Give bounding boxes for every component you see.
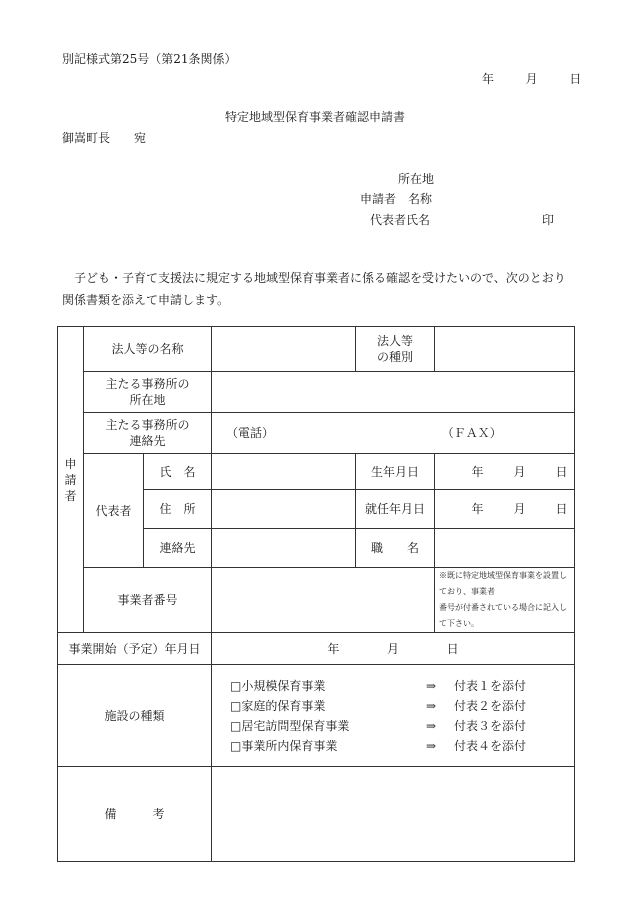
corp-name-label: 法人等の名称 [84, 327, 212, 372]
birth-date-field[interactable]: 年 月 日 [435, 454, 575, 490]
appointed-date-label: 就任年月日 [356, 490, 435, 529]
date-month: 月 [525, 72, 538, 86]
applicant-section-label: 申 請 者 [58, 327, 84, 633]
arrow-icon: ⇒ [426, 678, 437, 693]
position-field[interactable] [435, 529, 575, 568]
list-item[interactable]: □居宅訪問型保育事業 ⇒ 付表３を添付 [230, 718, 527, 733]
fax-label: （ＦＡＸ） [441, 426, 502, 440]
corp-type-field[interactable] [435, 327, 575, 372]
table-row [58, 454, 575, 490]
remarks-label: 備 考 [58, 767, 212, 862]
table-row [58, 767, 575, 862]
phone-label: （電話） [226, 426, 275, 440]
rep-contact-label: 連絡先 [144, 529, 212, 568]
date-year: 年 [482, 72, 495, 86]
representative-label: 代表者 [84, 454, 144, 568]
arrow-icon: ⇒ [426, 698, 437, 713]
rep-address-field[interactable] [212, 490, 356, 529]
remarks-field[interactable] [212, 767, 575, 862]
application-form-table [57, 326, 575, 862]
start-date-label: 事業開始（予定）年月日 [58, 633, 212, 665]
facility-type-options [212, 665, 575, 767]
operator-number-field[interactable] [212, 568, 435, 633]
submission-date [482, 70, 581, 87]
list-item[interactable]: □家庭的保育事業 ⇒ 付表２を添付 [230, 698, 527, 713]
arrow-icon: ⇒ [426, 738, 437, 753]
list-item[interactable]: □小規模保育事業 ⇒ 付表１を添付 [230, 678, 527, 693]
position-label: 職 名 [356, 529, 435, 568]
page-title: 特定地域型保育事業者確認申請書 [224, 110, 405, 124]
office-location-field[interactable] [212, 372, 575, 413]
recipient-name: 御嵩町長 [62, 131, 111, 145]
office-contact-label: 主たる事務所の 連絡先 [84, 413, 212, 454]
operator-number-label: 事業者番号 [84, 568, 212, 633]
date-day: 日 [569, 72, 582, 86]
applicant-address-label: 所在地 [398, 172, 435, 186]
office-location-label: 主たる事務所の 所在地 [84, 372, 212, 413]
table-row [58, 372, 575, 413]
birth-date-label: 生年月日 [356, 454, 435, 490]
table-row [58, 327, 575, 372]
rep-address-label: 住 所 [144, 490, 212, 529]
application-statement: 子ども・子育て支援法に規定する地域型保育事業者に係る確認を受けたいので、次のとおり関係書類を添えて申請します。 [62, 271, 566, 307]
list-item[interactable]: □事業所内保育事業 ⇒ 付表４を添付 [230, 738, 527, 753]
recipient [62, 129, 146, 146]
rep-contact-field[interactable] [212, 529, 356, 568]
representative-name-label: 代表者氏名 [370, 213, 431, 227]
table-row [58, 413, 575, 454]
appointed-date-field[interactable]: 年 月 日 [435, 490, 575, 529]
table-row [58, 633, 575, 665]
operator-number-note: ※既に特定地域型保育事業を設置しており、事業者 番号が付番されている場合に記入して下さい。 [435, 568, 575, 633]
office-contact-field[interactable] [212, 413, 575, 454]
form-number: 別記様式第25号（第21条関係） [62, 52, 237, 66]
table-row [58, 568, 575, 633]
facility-type-label: 施設の種類 [58, 665, 212, 767]
rep-name-field[interactable] [212, 454, 356, 490]
seal-mark: 印 [542, 213, 555, 227]
applicant-name-label: 申請者 名称 [360, 192, 433, 206]
start-date-field[interactable]: 年 月 日 [212, 633, 575, 665]
arrow-icon: ⇒ [426, 718, 437, 733]
corp-name-field[interactable] [212, 327, 356, 372]
recipient-suffix: 宛 [134, 131, 147, 145]
rep-name-label: 氏 名 [144, 454, 212, 490]
corp-type-label: 法人等 の種別 [356, 327, 435, 372]
table-row [58, 665, 575, 767]
